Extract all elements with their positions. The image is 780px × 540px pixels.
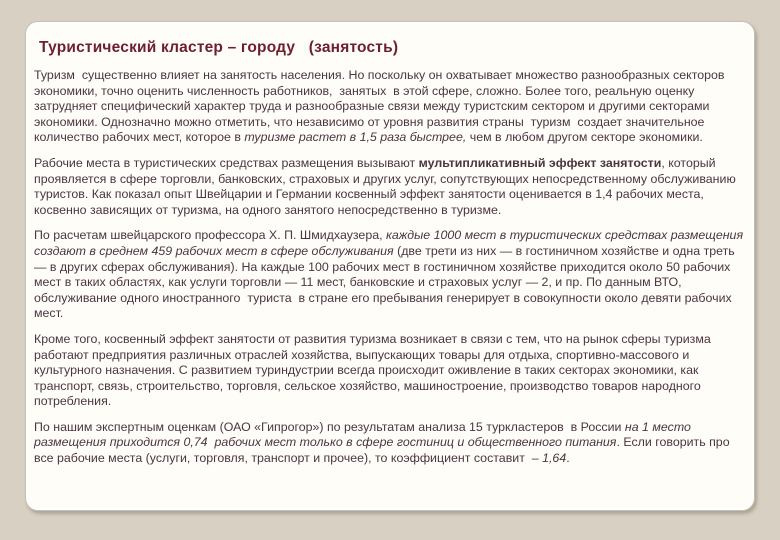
slide-card [25, 21, 755, 511]
italic-text-run: каждые 1000 мест в туристических средствах размещения создают в среднем 459 рабочих мест в сфере обслуживания [34, 228, 747, 258]
text-run: , который проявляется в сфере торговли, банковских, страховых и других услуг, сопутствующих непосредственному обслуживанию туристов. Как показал опыт Швейцарии и Германии косвенный эффект занятости оценивается в 1,4 рабочих места, косвенно зависящих от туризма, на одного занятого непосредственно в туризме. [34, 155, 740, 217]
text-run: . Если говорить про все рабочие места (услуги, торговля, транспорт и прочее), то коэффициент составит – [34, 435, 734, 466]
paragraph [34, 228, 747, 322]
text-run: . [566, 451, 570, 466]
text-run: чем в любом другом секторе экономики. [466, 130, 703, 145]
page-title: Туристический кластер – городу (занятость) [39, 39, 399, 56]
text-run: По расчетам швейцарского профессора Х. П. Шмидхаузера, [34, 228, 386, 243]
text-run: Рабочие места в туристических средствах размещения вызывают [34, 155, 419, 170]
text-run: Кроме того, косвенный эффект занятости от развития туризма возникает в связи с тем, что на рынок сферы туризма работают предприятия различных отраслей хозяйства, выпускающих товары для отдыха, спортивно-массового и культурного назначения. С развитием туриндустрии всегда происходит оживление в таких секторах экономики, как транспорт, связь, строительство, торговля, сельское хозяйство, машиностроение, производство товаров народного потребления. [34, 331, 715, 409]
slide-body [26, 68, 754, 467]
italic-text-run: туризме растет в 1,5 раза быстрее, [244, 130, 467, 145]
paragraph [34, 156, 744, 218]
paragraph [34, 420, 744, 467]
paragraph [34, 332, 744, 410]
italic-text-run: на 1 место размещения приходится 0,74 рабочих мест только в сфере гостиниц и общественного питания [34, 419, 695, 450]
text-run: По нашим экспертным оценкам (ОАО «Гипрогор») по результатам анализа 15 туркластеров в России [34, 419, 625, 434]
italic-text-run: 1,64 [542, 451, 567, 466]
bold-text-run: мультипликативный эффект занятости [418, 155, 662, 170]
text-run: Туризм существенно влияет на занятость населения. Но поскольку он охватывает множество разнообразных секторов экономики, точно оценить численность работников, занятых в этой сфере, сложно. Более того, реальную оценку затрудняет специфический характер труда и разнообразные связи между туристским сектором и другими секторами экономики. Однозначно можно отметить, что независимо от уровня развития страны туризм создает значительное количество рабочих мест, которое в [34, 68, 728, 145]
paragraph [34, 68, 744, 146]
text-run: (две трети из них — в гостиничном хозяйстве и одна треть — в других сферах обслуживания). На каждые 100 рабочих мест в гостиничном хозяйстве приходится около 50 рабочих мест в таких областях, как услуги торговли — 11 мест, банковские и страховых услуг — 2, и пр. По данным ВТО, обслуживание одного иностранного туриста в стране его пребывания генерирует в совокупности около девяти рабочих мест. [34, 243, 739, 321]
